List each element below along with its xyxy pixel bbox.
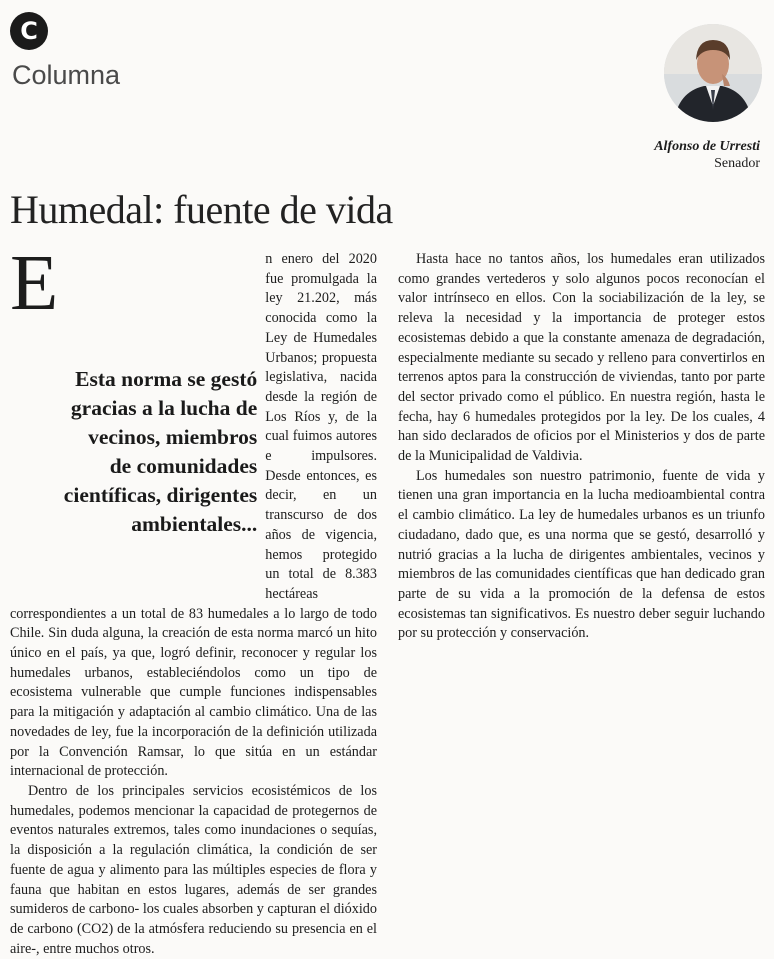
article-column-2 — [398, 250, 765, 644]
byline — [654, 138, 760, 172]
article-column-1 — [10, 240, 377, 959]
pull-quote: Esta norma se gestó gracias a la lucha de vecinos, miembros de comunidades científicas, dirigentes ambientales... — [63, 367, 258, 536]
article-headline: Humedal: fuente de vida — [10, 187, 393, 232]
author-role: Senador — [714, 156, 760, 171]
author-photo-graphic — [664, 24, 762, 122]
section-label: Columna — [12, 60, 121, 90]
column-badge: C — [10, 12, 48, 50]
paragraph-1-text: n enero del 2020 fue promulgada la ley 21.202, más conocida como la Ley de Humedales Urbanos; propuesta legislativa, nacida desde la región de Los Ríos y, de la cual fuimos autores e impulsores. Desde entonces, es decir, en un transcurso de dos años de vigencia, hemos protegido un total de 8.383 hectáreas correspondientes a un total de 83 humedales a lo largo de todo Chile. Sin duda alguna, la creación de esta norma marcó un hito único en el país, ya que, logró definir, reconocer y regular los humedales urbanos, estableciéndolos como un tipo de ecosistema vulnerable que cumple funciones indispensables para la mitigación y adaptación al cambio climático. Una de las novedades de ley, fue la incorporación de la definición utilizada por la Convención Ramsar, lo que sitúa en un estándar internacional de protección. — [10, 251, 377, 780]
author-name: Alfonso de Urresti — [654, 139, 760, 154]
article-paragraph-3: Hasta hace no tantos años, los humedales eran utilizados como grandes vertederos y solo algunos pocos reconocían el valor intrínseco en ellos. Con la sociabilización de la ley, se releva la necesidad y la importancia de proteger estos ecosistemas debido a que la constante amenaza de degradación, especialmente mediante su secado y relleno para convertirlos en terrenos aptos para la construcción de viviendas, tanto por parte del sector privado como el público. En nuestra región, hasta le fecha, hay 6 humedales protegidos por la ley. De los cuales, 4 han sido declarados de oficios por el Ministerios y dos de parte de la Municipalidad de Valdivia. — [398, 251, 765, 465]
article-paragraph-1 — [10, 240, 377, 782]
article-paragraph-4: Los humedales son nuestro patrimonio, fuente de vida y tienen una gran importancia en la lucha medioambiental contra el cambio climático. La ley de humedales urbanos es un triunfo ciudadano, dado que, es una norma que se gestó, desarrolló y nutrió gracias a la lucha de dirigentes ambientales, vecinos y miembros de las comunidades científicas que han dedicado gran parte de su vida a la promoción de la defensa de estos ecosistemas tan significativos. Es nuestro deber seguir luchando por su protección y conservación. — [398, 467, 765, 642]
drop-cap: E — [10, 240, 59, 327]
author-portrait-icon — [664, 24, 762, 122]
article-paragraph-2: Dentro de los principales servicios ecosistémicos de los humedales, podemos mencionar la capacidad de protegernos de eventos naturales extremos, tales como inundaciones o sequías, la disposición a la regulación climática, la condición de ser fuente de agua y alimento para las múltiples especies de flora y fauna que habitan en estos lugares, además de ser grandes sumideros de carbono- los cuales absorben y capturan el dióxido de carbono (CO2) de la atmósfera reduciendo su presencia en el aire-, entre muchos otros. — [10, 782, 377, 957]
